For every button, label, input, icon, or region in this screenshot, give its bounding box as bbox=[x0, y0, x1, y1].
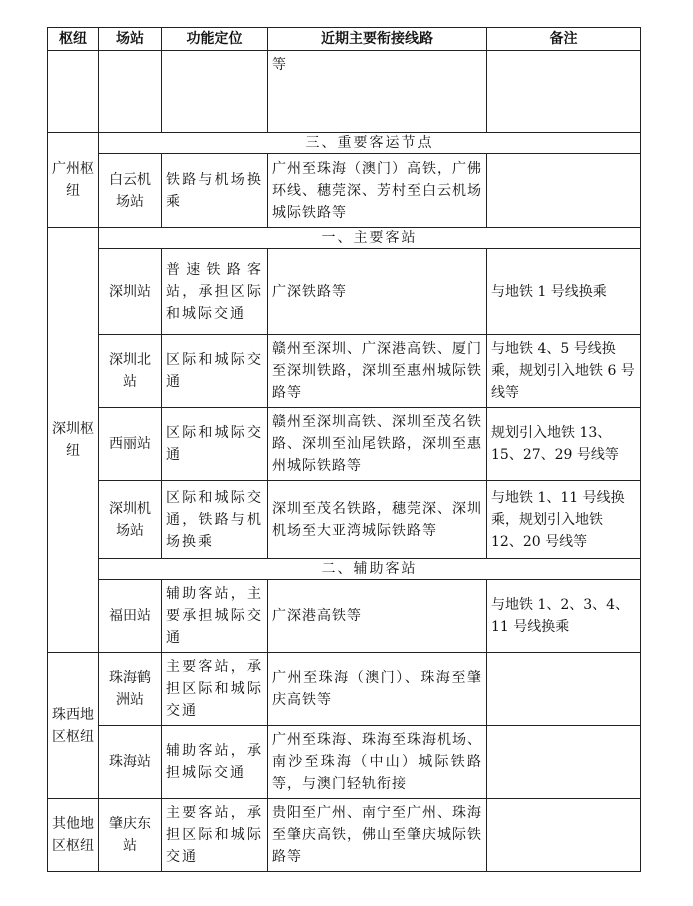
table-row bbox=[48, 580, 641, 653]
header-hub: 枢纽 bbox=[48, 28, 99, 51]
table-header-row bbox=[48, 28, 641, 51]
function-text: 辅助客站，承担城际交通 bbox=[162, 726, 268, 799]
hub-cell-zhuxi: 珠西地区枢纽 bbox=[48, 653, 99, 799]
section-title: 三、重要客运节点 bbox=[99, 133, 641, 154]
section-row bbox=[48, 559, 641, 580]
note-text: 与地铁 1、11 号线换乘，规划引入地铁 12、20 号线等 bbox=[487, 481, 641, 559]
note-text bbox=[487, 799, 641, 872]
table-row bbox=[48, 726, 641, 799]
lines-text: 广州至珠海、珠海至珠海机场、南沙至珠海（中山）城际铁路等，与澳门轻轨衔接 bbox=[268, 726, 487, 799]
note-text: 与地铁 4、5 号线换乘，规划引入地铁 6 号线等 bbox=[487, 335, 641, 408]
note-text: 与地铁 1 号线换乘 bbox=[487, 249, 641, 335]
function-text: 普速铁路客站，承担区际和城际交通 bbox=[162, 249, 268, 335]
note-text bbox=[487, 653, 641, 726]
table-row bbox=[48, 335, 641, 408]
note-text: 规划引入地铁 13、15、27、29 号线等 bbox=[487, 408, 641, 481]
station-name: 西丽站 bbox=[99, 408, 162, 481]
hub-cell-other: 其他地区枢纽 bbox=[48, 799, 99, 872]
function-text: 主要客站，承担区际和城际交通 bbox=[162, 799, 268, 872]
station-cell bbox=[99, 51, 162, 133]
table-row bbox=[48, 408, 641, 481]
header-lines: 近期主要衔接线路 bbox=[268, 28, 487, 51]
function-text: 主要客站，承担区际和城际交通 bbox=[162, 653, 268, 726]
table-row bbox=[48, 249, 641, 335]
header-function: 功能定位 bbox=[162, 28, 268, 51]
station-name: 深圳北站 bbox=[99, 335, 162, 408]
lines-cell: 等 bbox=[268, 51, 487, 133]
table-row bbox=[48, 799, 641, 872]
section-row bbox=[48, 133, 641, 154]
table-row bbox=[48, 653, 641, 726]
lines-text: 广深港高铁等 bbox=[268, 580, 487, 653]
function-text: 铁路与机场换乘 bbox=[162, 154, 268, 228]
station-name: 珠海站 bbox=[99, 726, 162, 799]
note-cell bbox=[487, 51, 641, 133]
lines-text: 赣州至深圳高铁、深圳至茂名铁路、深圳至汕尾铁路，深圳至惠州城际铁路等 bbox=[268, 408, 487, 481]
hub-cell-shenzhen: 深圳枢纽 bbox=[48, 228, 99, 653]
note-text bbox=[487, 154, 641, 228]
lines-text: 广州至珠海（澳门）、珠海至肇庆高铁等 bbox=[268, 653, 487, 726]
lines-text: 广深铁路等 bbox=[268, 249, 487, 335]
station-name: 深圳站 bbox=[99, 249, 162, 335]
header-note: 备注 bbox=[487, 28, 641, 51]
section-title: 二、辅助客站 bbox=[99, 559, 641, 580]
hub-station-table bbox=[47, 27, 641, 872]
lines-text: 贵阳至广州、南宁至广州、珠海至肇庆高铁，佛山至肇庆城际铁路等 bbox=[268, 799, 487, 872]
function-text: 区际和城际交通 bbox=[162, 408, 268, 481]
station-name: 深圳机场站 bbox=[99, 481, 162, 559]
table-row bbox=[48, 154, 641, 228]
note-text bbox=[487, 726, 641, 799]
section-row bbox=[48, 228, 641, 249]
lines-text: 赣州至深圳、广深港高铁、厦门至深圳铁路，深圳至惠州城际铁路等 bbox=[268, 335, 487, 408]
lines-text: 广州至珠海（澳门）高铁，广佛环线、穗莞深、芳村至白云机场城际铁路等 bbox=[268, 154, 487, 228]
function-text: 区际和城际交通，铁路与机场换乘 bbox=[162, 481, 268, 559]
table-row bbox=[48, 481, 641, 559]
function-cell bbox=[162, 51, 268, 133]
header-station: 场站 bbox=[99, 28, 162, 51]
station-name: 珠海鹤洲站 bbox=[99, 653, 162, 726]
station-name: 肇庆东站 bbox=[99, 799, 162, 872]
station-name: 白云机场站 bbox=[99, 154, 162, 228]
station-name: 福田站 bbox=[99, 580, 162, 653]
function-text: 辅助客站，主要承担城际交通 bbox=[162, 580, 268, 653]
function-text: 区际和城际交通 bbox=[162, 335, 268, 408]
hub-cell bbox=[48, 51, 99, 133]
section-title: 一、主要客站 bbox=[99, 228, 641, 249]
note-text: 与地铁 1、2、3、4、11 号线换乘 bbox=[487, 580, 641, 653]
hub-cell-guangzhou: 广州枢纽 bbox=[48, 133, 99, 228]
lines-text: 深圳至茂名铁路，穗莞深、深圳机场至大亚湾城际铁路等 bbox=[268, 481, 487, 559]
table-row bbox=[48, 51, 641, 133]
